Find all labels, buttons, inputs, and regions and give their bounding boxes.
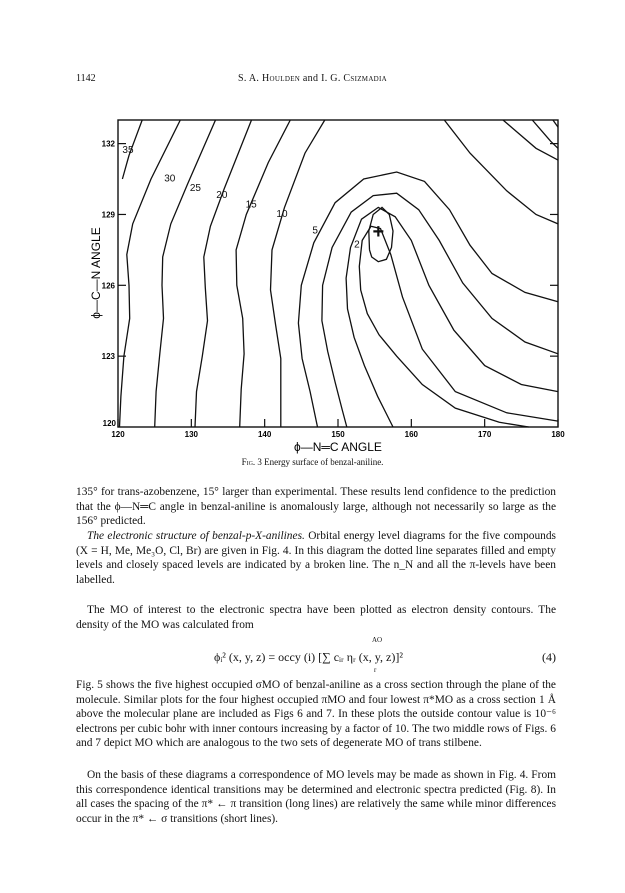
- contour-20: [195, 120, 252, 427]
- paragraph-2: [76, 529, 556, 587]
- paragraph-3: The MO of interest to the electronic spectra have been plotted as electron density contours. The density of the MO was calculated from: [76, 604, 556, 631]
- contour-level-label: 25: [189, 182, 201, 194]
- minimum-marker: +: [372, 220, 385, 243]
- contour-level-label: 35: [122, 145, 134, 157]
- caption-text: 3 Energy surface of benzal-aniline.: [255, 457, 384, 467]
- header-text: sizmadia: [350, 73, 388, 84]
- contour-level-label: 30: [164, 173, 176, 185]
- contour-30: [120, 120, 181, 427]
- contour-10-right: [444, 120, 558, 224]
- equation-sum-upper: AO: [372, 636, 383, 644]
- x-axis-title: ϕ—N═C ANGLE: [294, 440, 382, 454]
- page-number: 1142: [76, 73, 96, 84]
- paragraph-1: 135° for trans-azobenzene, 15° larger than experimental. These results lend confidence to the prediction that the ϕ—N═C angle in benzal-aniline is anomalously large, although not necessarily so large as the 156° predicted.: [76, 486, 556, 528]
- header-text: S. A. H: [237, 73, 270, 84]
- contour-level-label: 5: [312, 225, 318, 237]
- paragraph-2-text: Orbital energy level diagrams for the five compounds (X = H, Me, Me₃O, Cl, Br) are given in Fig. 4. In this diagram the dotted line separates filled and empty levels and closely spaced levels are indicated by a broken line. The n_N and all the π-levels have been labelled.: [76, 530, 556, 586]
- equation-body: ϕᵢ² (x, y, z) = occy (i) [∑ cᵢᵣ ηᵣ (x, y, z)]²: [214, 650, 403, 664]
- header-text: oulden: [269, 73, 301, 84]
- contour-10-left: [271, 120, 325, 427]
- contour-level-label: 20: [216, 189, 228, 201]
- x-tick-label: 120: [111, 430, 125, 439]
- caption-fig-label: Fig.: [241, 457, 256, 467]
- header-text: and I. G. C: [300, 73, 351, 84]
- section-heading: The electronic structure of benzal-p-X-anilines.: [87, 530, 305, 542]
- equation-sum-index: r: [374, 666, 377, 674]
- x-tick-label: 180: [551, 430, 565, 439]
- equation-4: [76, 636, 556, 674]
- y-axis-title: ϕ—C—N ANGLE: [89, 227, 103, 319]
- figure-caption: [0, 457, 625, 467]
- contour-level-label: 2: [354, 239, 360, 251]
- equation-number: (4): [542, 650, 556, 664]
- x-tick-label: 150: [331, 430, 345, 439]
- x-tick-label: 130: [184, 430, 199, 439]
- contour-level-label: 10: [276, 208, 288, 220]
- contour-25: [155, 120, 216, 427]
- y-tick-label: 129: [101, 210, 115, 220]
- paragraph-4: Fig. 5 shows the five highest occupied σMO of benzal-aniline as a cross section through the plane of the molecule. Similar plots for the four highest occupied πMO and four lowest π*MO as a cross section 1 Å above the molecular plane are included as Figs 6 and 7. In these plots the outside contour value is 10⁻⁶ electrons per cubic bohr with inner contours increasing by a factor of 10. The two middle rows of Figs. 6 and 7 depict MO which are analogous to the two sets of degenerate MO of trans stilbene.: [76, 679, 556, 750]
- paragraph-5: On the basis of these diagrams a correspondence of MO levels may be made as shown in Fig. 4. From this correspondence identical transitions may be determined and electronic spectra predicted (Fig. 8). In all cases the spacing of the π* ← π transition (long lines) are relatively the same while minor differences occur in the π* ← σ transitions (short lines).: [76, 769, 556, 825]
- y-tick-label: 126: [101, 281, 115, 291]
- contour-top-right-3: [553, 120, 558, 127]
- x-tick-label: 160: [404, 430, 419, 439]
- contour-c: [359, 226, 558, 427]
- x-tick-label: 140: [257, 430, 272, 439]
- contour-level-label: 15: [245, 199, 257, 211]
- contour-15: [236, 120, 290, 427]
- y-tick-label: 123: [101, 352, 115, 362]
- x-tick-label: 170: [477, 430, 492, 439]
- y-tick-label: 120: [102, 419, 116, 428]
- y-tick-label: 132: [101, 139, 115, 149]
